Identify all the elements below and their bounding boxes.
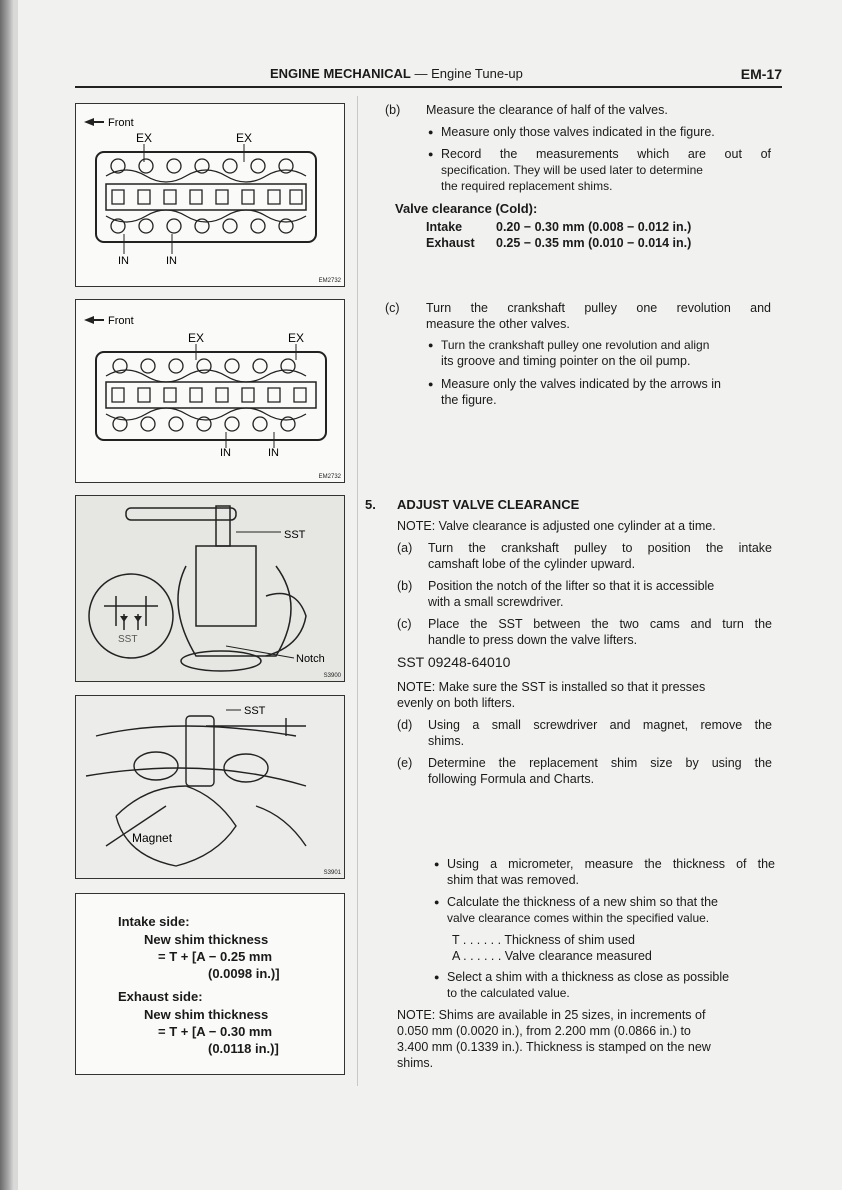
t-definition: T . . . . . . Thickness of shim used (452, 933, 635, 947)
ex-label-1: EX (188, 331, 205, 345)
section-5-number: 5. (365, 497, 376, 512)
magnet-removal-illustration (76, 696, 344, 878)
in-label-2: IN (166, 255, 177, 267)
exhaust-side-label: Exhaust side: (118, 989, 203, 1004)
section-5-title: ADJUST VALVE CLEARANCE (397, 497, 580, 512)
step-5d-line1: Using a small screwdriver and magnet, remove the (428, 718, 772, 732)
step-5b-label: (b) (397, 579, 413, 593)
step-5b-line2: with a small screwdriver. (428, 595, 564, 609)
clearance-title: Valve clearance (Cold): (395, 201, 538, 216)
header-sub: — Engine Tune-up (414, 66, 523, 81)
step-b-bullet-2-line3: the required replacement shims. (441, 179, 613, 193)
bullet-micrometer: ● Using a micrometer, measure the thickness of the (447, 856, 775, 872)
step-5a-line2: camshaft lobe of the cylinder upward. (428, 557, 636, 571)
step-5e-line1: Determine the replacement shim size by using the (428, 756, 772, 770)
in-label-1: IN (118, 255, 129, 267)
ex-label-2: EX (236, 131, 253, 145)
step-5c-line1: Place the SST between the two cams and turn the (428, 617, 772, 631)
note-shims-line1: NOTE: Shims are available in 25 sizes, in increments of (397, 1008, 706, 1022)
step-c-bullet-2: ● Measure only the valves indicated by the arrows in (441, 376, 721, 392)
note-shims-line3: 3.400 mm (0.1339 in.). Thickness is stamped on the new (397, 1040, 711, 1054)
page-number: EM-17 (740, 66, 782, 82)
ex-label-2: EX (288, 331, 305, 345)
clearance-intake-label: Intake (426, 220, 463, 234)
step-5d-line2: shims. (428, 734, 465, 748)
clearance-exhaust-label: Exhaust (426, 236, 475, 250)
note-2-line2: evenly on both lifters. (397, 696, 516, 710)
front-label: Front (108, 315, 134, 327)
figure-id: EM2732 (318, 474, 341, 480)
binder-edge (0, 0, 14, 1190)
step-b-bullet-1: ● Measure only those valves indicated in the figure. (441, 124, 715, 140)
in-label-1: IN (220, 447, 231, 459)
note-shims-line4: shims. (397, 1056, 434, 1070)
step-c-bullet-1-line2: its groove and timing pointer on the oil pump. (441, 354, 691, 368)
figure-sst-tool (75, 495, 345, 682)
figure-valve-layout-1 (75, 103, 345, 287)
shim-formula-box (75, 893, 345, 1075)
header-title (270, 66, 523, 81)
exhaust-formula-line2: = T + [A − 0.30 mm (158, 1024, 273, 1039)
clearance-exhaust-value: 0.25 − 0.35 mm (0.010 − 0.014 in.) (496, 236, 692, 250)
step-5c-label: (c) (397, 617, 412, 631)
step-c-bullet-2-line2: the figure. (441, 393, 497, 407)
note-2-line1: NOTE: Make sure the SST is installed so that it presses (397, 680, 706, 694)
bullet-select-shim: ● Select a shim with a thickness as close as possible (447, 969, 729, 985)
bullet-calculate: ● Calculate the thickness of a new shim so that the (447, 894, 718, 910)
step-b-label: (b) (385, 103, 401, 117)
sst-inset-label: SST (118, 634, 138, 645)
in-label-2: IN (268, 447, 279, 459)
step-5b-line1: Position the notch of the lifter so that it is accessible (428, 579, 715, 593)
figure-id: S3901 (323, 870, 341, 876)
sst-number: SST 09248-64010 (397, 654, 511, 670)
ex-label-1: EX (136, 131, 153, 145)
front-label: Front (108, 117, 134, 129)
bullet-select-shim-line2: to the calculated value. (447, 986, 570, 1000)
step-5c-line2: handle to press down the valve lifters. (428, 633, 638, 647)
section-5-note: NOTE: Valve clearance is adjusted one cylinder at a time. (397, 519, 716, 533)
cylinder-head-diagram-2 (76, 300, 344, 482)
step-5a-line1: Turn the crankshaft pulley to position the intake (428, 541, 772, 555)
step-c-line1: Turn the crankshaft pulley one revolution and (426, 301, 771, 315)
intake-formula-line1: New shim thickness (144, 932, 269, 947)
binder-shadow (14, 0, 18, 1190)
step-b-bullet-2: ● Record the measurements which are out of (441, 146, 771, 162)
exhaust-formula-line3: (0.0118 in.)] (208, 1041, 279, 1056)
cylinder-head-diagram-1 (76, 104, 344, 286)
step-5a-label: (a) (397, 541, 413, 555)
sst-label: SST (284, 529, 306, 541)
step-b-text: Measure the clearance of half of the valves. (426, 103, 668, 117)
figure-id: EM2732 (318, 278, 341, 284)
bullet-calculate-line2: valve clearance comes within the specified value. (447, 911, 710, 925)
step-c-bullet-1: ● Turn the crankshaft pulley one revolution and align (441, 337, 709, 353)
figure-valve-layout-2 (75, 299, 345, 483)
intake-side-label: Intake side: (118, 914, 190, 929)
intake-formula-line2: = T + [A − 0.25 mm (158, 949, 273, 964)
note-shims-line2: 0.050 mm (0.0020 in.), from 2.200 mm (0.0866 in.) to (397, 1024, 691, 1038)
clearance-intake-value: 0.20 − 0.30 mm (0.008 − 0.012 in.) (496, 220, 692, 234)
intake-formula-line3: (0.0098 in.)] (208, 966, 280, 981)
step-5d-label: (d) (397, 718, 413, 732)
column-divider (357, 96, 358, 1086)
page-header (75, 64, 782, 88)
step-5e-line2: following Formula and Charts. (428, 772, 595, 786)
exhaust-formula-line1: New shim thickness (144, 1007, 269, 1022)
header-section: ENGINE MECHANICAL (270, 66, 411, 81)
step-c-label: (c) (385, 301, 400, 315)
sst-label: SST (244, 705, 266, 717)
sst-tool-illustration (76, 496, 344, 681)
magnet-label: Magnet (132, 831, 173, 845)
notch-label: Notch (296, 653, 325, 665)
step-c-line2: measure the other valves. (426, 317, 570, 331)
figure-id: S3900 (323, 673, 341, 679)
a-definition: A . . . . . . Valve clearance measured (452, 949, 652, 963)
step-b-bullet-2-line2: specification. They will be used later to determine (441, 163, 703, 177)
step-5e-label: (e) (397, 756, 413, 770)
figure-magnet-removal (75, 695, 345, 879)
bullet-micrometer-line2: shim that was removed. (447, 873, 579, 887)
